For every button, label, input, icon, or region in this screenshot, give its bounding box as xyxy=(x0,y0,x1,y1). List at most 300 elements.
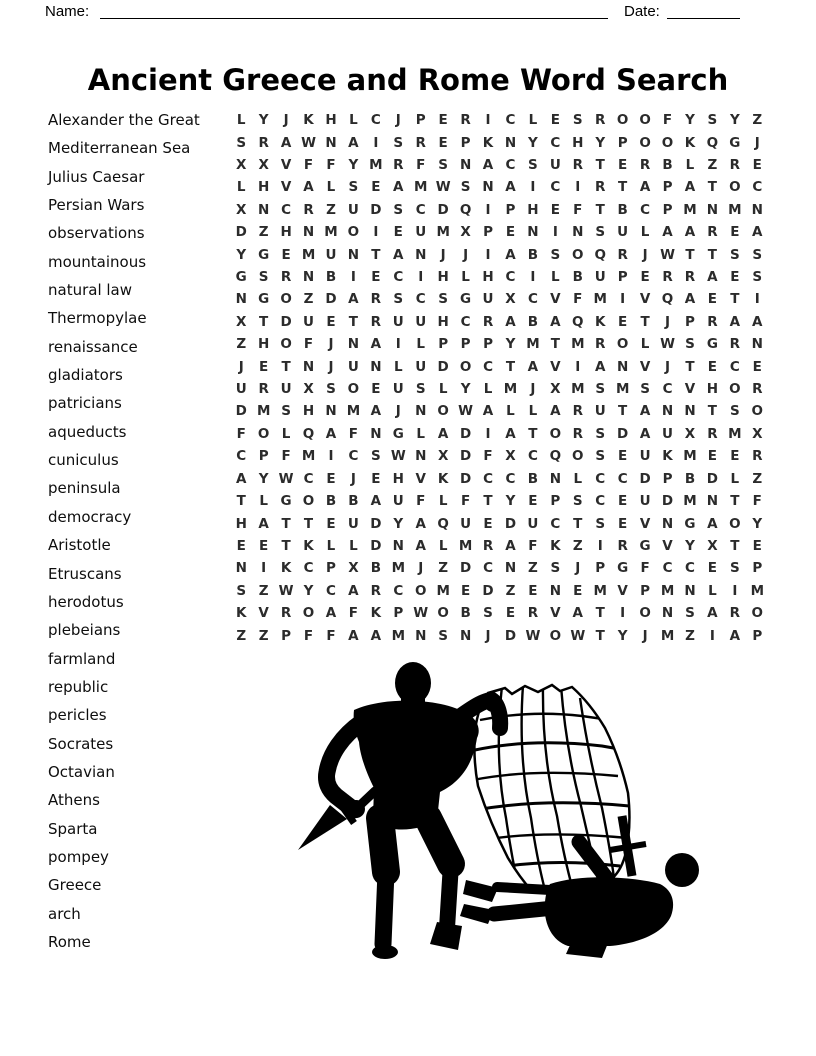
grid-letter: M xyxy=(324,224,338,241)
grid-letter: Z xyxy=(236,336,247,353)
grid-letter: I xyxy=(485,112,491,129)
grid-letter: W xyxy=(301,134,316,151)
grid-letter: L xyxy=(708,582,717,599)
grid-letter: X xyxy=(460,224,471,241)
grid-letter: D xyxy=(325,291,337,308)
grid-letter: A xyxy=(370,336,382,353)
grid-letter: H xyxy=(572,134,584,151)
grid-letter: E xyxy=(618,515,628,532)
grid-letter: N xyxy=(415,627,427,644)
grid-letter: A xyxy=(280,134,292,151)
grid-letter: O xyxy=(280,291,292,308)
grid-letter: E xyxy=(528,493,538,510)
word-list-item: Thermopylae xyxy=(48,309,147,328)
grid-letter: N xyxy=(572,224,584,241)
grid-letter: Z xyxy=(303,291,314,308)
word-list-item: Etruscans xyxy=(48,564,122,583)
grid-letter: T xyxy=(550,336,560,353)
grid-letter: C xyxy=(505,470,516,487)
grid-letter: R xyxy=(707,224,718,241)
grid-letter: P xyxy=(550,493,561,510)
grid-letter: U xyxy=(415,313,427,330)
grid-letter: C xyxy=(527,291,538,308)
grid-letter: N xyxy=(258,201,270,218)
grid-letter: L xyxy=(393,358,403,375)
grid-letter: L xyxy=(640,224,650,241)
grid-letter: T xyxy=(685,246,695,263)
grid-letter: A xyxy=(482,403,494,420)
grid-letter: J xyxy=(642,246,648,263)
grid-letter: J xyxy=(350,470,356,487)
grid-letter: R xyxy=(280,269,292,286)
grid-letter: J xyxy=(665,313,671,330)
grid-letter: A xyxy=(662,224,673,241)
word-list-item: arch xyxy=(48,904,81,923)
grid-letter: L xyxy=(416,336,426,353)
grid-letter: M xyxy=(301,246,316,263)
grid-letter: D xyxy=(706,470,719,487)
grid-letter: C xyxy=(303,470,314,487)
grid-letter: N xyxy=(392,537,404,554)
grid-letter: J xyxy=(463,246,469,263)
grid-letter: A xyxy=(393,179,404,196)
grid-letter: Y xyxy=(617,627,628,644)
grid-letter: J xyxy=(642,627,648,644)
grid-letter: N xyxy=(661,515,674,532)
grid-letter: F xyxy=(326,627,336,644)
grid-letter: K xyxy=(437,470,449,487)
grid-letter: S xyxy=(729,246,740,263)
grid-letter: Y xyxy=(348,157,359,174)
grid-letter: P xyxy=(460,336,471,353)
grid-letter: U xyxy=(235,381,247,398)
grid-letter: A xyxy=(752,313,763,330)
grid-letter: N xyxy=(661,605,674,622)
grid-letter: W xyxy=(660,336,675,353)
grid-letter: F xyxy=(303,627,314,644)
word-list-item: republic xyxy=(48,677,109,696)
grid-letter: D xyxy=(617,425,629,442)
grid-letter: Y xyxy=(393,515,404,532)
grid-letter: A xyxy=(527,358,539,375)
grid-letter: L xyxy=(528,403,538,420)
grid-letter: S xyxy=(550,560,561,577)
grid-letter: A xyxy=(437,425,449,442)
grid-letter: T xyxy=(707,246,718,263)
grid-letter: S xyxy=(729,403,740,420)
grid-letter: L xyxy=(461,269,470,286)
grid-letter: I xyxy=(485,246,491,263)
grid-letter: O xyxy=(347,381,360,398)
grid-letter: J xyxy=(440,246,446,263)
grid-letter: T xyxy=(595,605,605,622)
grid-letter: A xyxy=(505,246,516,263)
grid-letter: J xyxy=(395,112,401,129)
grid-letter: B xyxy=(527,470,539,487)
grid-letter: I xyxy=(530,269,536,286)
grid-letter: U xyxy=(639,448,651,465)
word-list-item: natural law xyxy=(48,281,133,300)
date-label: Date: xyxy=(624,3,660,20)
grid-letter: H xyxy=(325,112,337,129)
name-label: Name: xyxy=(45,3,90,20)
grid-letter: U xyxy=(549,157,561,174)
grid-letter: E xyxy=(618,448,628,465)
grid-letter: I xyxy=(530,179,536,196)
grid-letter: S xyxy=(393,201,404,218)
word-list-item: Mediterranean Sea xyxy=(48,139,191,158)
grid-letter: Z xyxy=(685,627,695,644)
word-list-item: Athens xyxy=(48,791,100,810)
grid-letter: S xyxy=(326,381,336,398)
grid-letter: Q xyxy=(437,515,449,532)
grid-letter: T xyxy=(348,313,359,330)
grid-letter: E xyxy=(483,515,493,532)
page-title: Ancient Greece and Rome Word Search xyxy=(87,63,729,98)
grid-letter: Z xyxy=(326,201,336,218)
grid-letter: R xyxy=(370,313,382,330)
grid-letter: O xyxy=(437,403,449,420)
grid-letter: E xyxy=(326,313,336,330)
grid-letter: C xyxy=(685,560,695,577)
grid-letter: Q xyxy=(302,425,315,442)
grid-letter: W xyxy=(278,470,294,487)
grid-letter: G xyxy=(392,425,404,442)
grid-letter: T xyxy=(236,493,246,510)
grid-letter: F xyxy=(416,493,426,510)
grid-letter: H xyxy=(527,201,539,218)
grid-letter: O xyxy=(639,605,651,622)
grid-letter: B xyxy=(348,493,359,510)
grid-letter: X xyxy=(707,537,718,554)
grid-letter: C xyxy=(483,358,493,375)
grid-letter: R xyxy=(595,112,606,129)
grid-letter: P xyxy=(662,470,673,487)
grid-letter: Z xyxy=(528,560,538,577)
grid-letter: E xyxy=(528,582,538,599)
grid-letter: W xyxy=(435,179,451,196)
grid-letter: O xyxy=(616,336,629,353)
grid-letter: X xyxy=(348,560,359,577)
grid-letter: F xyxy=(483,448,493,465)
grid-letter: I xyxy=(350,269,356,286)
grid-letter: N xyxy=(504,134,517,151)
grid-letter: T xyxy=(730,493,740,510)
grid-letter: T xyxy=(707,403,718,420)
grid-letter: F xyxy=(281,448,291,465)
grid-letter: L xyxy=(259,493,268,510)
grid-letter: T xyxy=(707,179,718,196)
grid-letter: K xyxy=(280,560,292,577)
grid-letter: O xyxy=(280,336,292,353)
grid-letter: S xyxy=(640,381,650,398)
grid-letter: O xyxy=(302,493,315,510)
grid-letter: E xyxy=(505,605,516,622)
grid-letter: P xyxy=(281,627,292,644)
grid-letter: L xyxy=(551,269,560,286)
grid-letter: N xyxy=(415,246,427,263)
grid-letter: L xyxy=(236,112,246,129)
grid-letter: M xyxy=(593,582,607,599)
word-list-item: gladiators xyxy=(48,366,123,385)
grid-letter: Y xyxy=(595,134,606,151)
grid-letter: J xyxy=(530,381,536,398)
grid-letter: C xyxy=(729,358,740,375)
grid-letter: E xyxy=(371,381,381,398)
word-list-item: Sparta xyxy=(48,819,98,838)
grid-letter: G xyxy=(729,134,741,151)
grid-letter: E xyxy=(371,179,381,196)
grid-letter: R xyxy=(752,381,763,398)
grid-letter: Y xyxy=(505,336,516,353)
grid-letter: T xyxy=(259,313,269,330)
grid-letter: N xyxy=(504,560,517,577)
grid-letter: C xyxy=(662,560,673,577)
word-list-item: cuniculus xyxy=(48,451,119,470)
grid-letter: S xyxy=(752,246,763,263)
grid-letter: E xyxy=(393,224,403,241)
grid-letter: S xyxy=(438,291,449,308)
grid-letter: A xyxy=(707,269,718,286)
grid-letter: O xyxy=(302,605,315,622)
grid-letter: M xyxy=(391,627,405,644)
grid-letter: Y xyxy=(685,537,695,554)
grid-letter: A xyxy=(639,425,651,442)
grid-letter: Q xyxy=(572,313,584,330)
grid-letter: B xyxy=(460,605,471,622)
grid-letter: L xyxy=(730,470,740,487)
grid-letter: P xyxy=(685,313,695,330)
grid-letter: T xyxy=(730,291,740,308)
grid-letter: C xyxy=(505,269,516,286)
grid-letter: F xyxy=(416,157,426,174)
grid-letter: R xyxy=(595,179,606,196)
grid-letter: Z xyxy=(236,627,247,644)
grid-letter: I xyxy=(485,425,491,442)
grid-letter: T xyxy=(595,201,605,218)
grid-letter: W xyxy=(413,605,429,622)
grid-letter: R xyxy=(482,313,494,330)
grid-letter: R xyxy=(752,448,763,465)
grid-letter: A xyxy=(594,358,606,375)
grid-letter: V xyxy=(280,179,292,196)
grid-letter: N xyxy=(415,403,427,420)
grid-letter: R xyxy=(729,336,741,353)
grid-letter: N xyxy=(325,403,337,420)
grid-letter: E xyxy=(618,493,628,510)
grid-letter: M xyxy=(436,224,450,241)
grid-letter: M xyxy=(369,157,383,174)
grid-letter: S xyxy=(281,403,291,420)
grid-letter: C xyxy=(415,291,426,308)
grid-letter: R xyxy=(639,157,651,174)
grid-letter: G xyxy=(235,269,247,286)
grid-letter: M xyxy=(615,381,630,398)
grid-letter: F xyxy=(752,493,762,510)
grid-letter: A xyxy=(505,313,516,330)
grid-letter: N xyxy=(370,358,382,375)
word-list-item: Persian Wars xyxy=(48,196,145,215)
grid-letter: A xyxy=(684,224,696,241)
grid-letter: Z xyxy=(438,560,449,577)
grid-letter: V xyxy=(550,291,561,308)
grid-letter: S xyxy=(370,448,381,465)
grid-letter: W xyxy=(660,246,675,263)
grid-letter: R xyxy=(527,605,539,622)
grid-letter: D xyxy=(504,515,517,532)
grid-letter: G xyxy=(706,336,718,353)
grid-letter: E xyxy=(438,112,448,129)
grid-letter: S xyxy=(729,560,740,577)
grid-letter: M xyxy=(391,560,405,577)
word-list-item: herodotus xyxy=(48,592,124,611)
grid-letter: C xyxy=(550,179,561,196)
grid-letter: V xyxy=(639,515,651,532)
grid-letter: A xyxy=(752,224,763,241)
grid-letter: V xyxy=(550,358,561,375)
grid-letter: V xyxy=(550,605,561,622)
grid-letter: A xyxy=(684,291,696,308)
grid-letter: C xyxy=(505,157,516,174)
grid-letter: Q xyxy=(549,448,562,465)
grid-letter: Z xyxy=(258,582,269,599)
grid-letter: U xyxy=(303,313,315,330)
grid-letter: W xyxy=(390,448,406,465)
grid-letter: S xyxy=(685,336,695,353)
grid-letter: L xyxy=(349,537,358,554)
grid-letter: U xyxy=(527,515,539,532)
grid-letter: N xyxy=(347,246,360,263)
grid-letter: D xyxy=(459,448,472,465)
grid-letter: J xyxy=(328,336,334,353)
grid-letter: B xyxy=(527,246,539,263)
grid-letter: N xyxy=(302,358,315,375)
word-list xyxy=(48,106,200,956)
grid-letter: Q xyxy=(706,134,719,151)
grid-letter: X xyxy=(684,425,696,442)
grid-letter: U xyxy=(415,358,427,375)
grid-letter: A xyxy=(729,627,741,644)
grid-letter: O xyxy=(437,605,449,622)
grid-letter: L xyxy=(349,112,358,129)
grid-letter: C xyxy=(393,582,404,599)
word-list-item: plebeians xyxy=(48,621,121,640)
grid-letter: S xyxy=(528,157,538,174)
grid-letter: K xyxy=(550,537,561,554)
grid-letter: E xyxy=(752,358,762,375)
grid-letter: E xyxy=(550,112,560,129)
grid-letter: D xyxy=(370,515,382,532)
grid-letter: M xyxy=(660,627,675,644)
grid-letter: L xyxy=(326,537,336,554)
grid-letter: E xyxy=(460,582,471,599)
grid-letter: U xyxy=(415,224,427,241)
grid-letter: A xyxy=(370,627,382,644)
grid-letter: R xyxy=(482,537,494,554)
grid-letter: B xyxy=(684,470,696,487)
grid-letter: M xyxy=(526,336,540,353)
grid-letter: R xyxy=(572,403,583,420)
grid-letter: L xyxy=(438,537,448,554)
grid-letter: J xyxy=(238,358,244,375)
grid-letter: A xyxy=(729,313,741,330)
grid-letter: E xyxy=(640,269,650,286)
grid-letter: N xyxy=(370,425,382,442)
grid-letter: E xyxy=(730,269,740,286)
grid-letter: Y xyxy=(685,112,695,129)
grid-letter: O xyxy=(729,179,741,196)
grid-letter: F xyxy=(573,291,583,308)
grid-letter: C xyxy=(393,269,404,286)
grid-letter: U xyxy=(347,201,359,218)
grid-letter: L xyxy=(236,179,246,196)
grid-letter: A xyxy=(348,582,359,599)
grid-letter: P xyxy=(617,269,628,286)
grid-letter: Q xyxy=(459,201,472,218)
grid-letter: R xyxy=(258,134,269,151)
grid-letter: T xyxy=(528,425,538,442)
grid-letter: Y xyxy=(460,381,471,398)
grid-letter: V xyxy=(684,381,696,398)
grid-letter: J xyxy=(395,403,401,420)
grid-letter: P xyxy=(595,560,606,577)
word-list-item: aqueducts xyxy=(48,422,127,441)
word-list-item: democracy xyxy=(48,507,132,526)
grid-letter: S xyxy=(595,224,606,241)
grid-letter: Y xyxy=(729,112,740,129)
grid-letter: M xyxy=(683,493,697,510)
grid-letter: C xyxy=(550,134,561,151)
grid-letter: E xyxy=(371,470,381,487)
grid-letter: E xyxy=(281,246,291,263)
grid-letter: D xyxy=(437,201,449,218)
grid-letter: W xyxy=(525,627,541,644)
grid-letter: N xyxy=(549,582,561,599)
grid-letter: O xyxy=(572,448,584,465)
grid-letter: N xyxy=(549,470,561,487)
grid-letter: R xyxy=(303,201,314,218)
grid-letter: S xyxy=(393,134,404,151)
grid-letter: M xyxy=(571,336,585,353)
grid-letter: A xyxy=(550,313,561,330)
word-list-item: farmland xyxy=(48,649,116,668)
grid-letter: F xyxy=(326,157,336,174)
grid-letter: M xyxy=(660,582,675,599)
grid-letter: L xyxy=(506,403,515,420)
grid-letter: L xyxy=(528,112,538,129)
grid-letter: J xyxy=(418,560,424,577)
grid-letter: K xyxy=(684,134,696,151)
grid-letter: C xyxy=(303,560,314,577)
grid-letter: E xyxy=(573,582,583,599)
grid-letter: I xyxy=(754,291,760,308)
grid-letter: E xyxy=(550,201,560,218)
grid-letter: B xyxy=(572,269,583,286)
grid-letter: X xyxy=(505,448,516,465)
grid-letter: X xyxy=(752,425,763,442)
grid-letter: S xyxy=(236,582,247,599)
grid-letter: E xyxy=(618,313,628,330)
grid-letter: E xyxy=(438,134,448,151)
grid-letter: S xyxy=(595,515,606,532)
word-list-item: Socrates xyxy=(48,734,114,753)
grid-letter: Z xyxy=(707,157,718,174)
grid-letter: N xyxy=(482,179,494,196)
grid-letter: T xyxy=(685,358,695,375)
grid-letter: S xyxy=(572,112,583,129)
grid-letter: F xyxy=(303,336,314,353)
grid-letter: M xyxy=(301,448,316,465)
